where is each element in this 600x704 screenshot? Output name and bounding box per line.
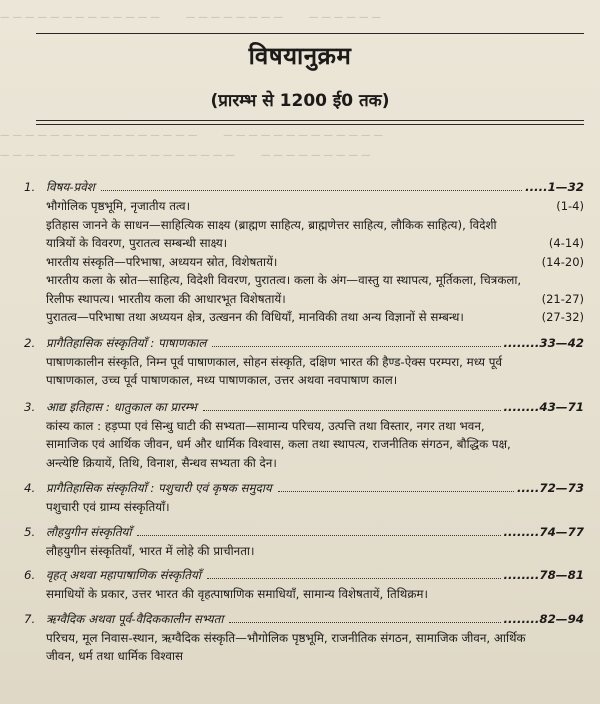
toc-subentry xyxy=(24,253,584,272)
entry-title: ऋग्वैदिक अथवा पूर्व-वैदिककालीन सभ्यता xyxy=(46,611,224,626)
toc-entry-heading xyxy=(24,398,584,417)
subentry-text: कांस्य काल : हड़प्पा एवं सिन्धु घाटी की सभ्यता—सामान्य परिचय, उत्पत्ति तथा विस्तार, नगर तथा भवन, सामाजिक एवं आर्थिक जीवन, धर्म और धार्मिक विश्वास, कला तथा स्थापत्य, राजनीतिक संगठन, बौद्धिक पक्ष, अन्त्येष्टि क्रियायें, तिथि, विनाश, सैन्धव सभ्यता की देन। xyxy=(46,418,511,470)
toc-entry-heading xyxy=(24,178,584,197)
subentry-text: भारतीय कला के स्रोत—साहित्य, विदेशी विवरण, पुरातत्व। कला के अंग—वास्तु या स्थापत्य, मूर्तिकला, चित्रकला, रिलीफ स्थापत्य। भारतीय कला की आधारभूत विशेषतायें। xyxy=(46,273,522,306)
subentry-page-range: (21-27) xyxy=(541,291,584,306)
toc-entry xyxy=(24,523,584,561)
entry-number: 7. xyxy=(24,611,36,626)
show-through: — — — — — — — — — — — — — — — — — — — — — — — — — — — — xyxy=(0,150,371,161)
toc-subentry xyxy=(24,353,584,390)
toc-subentry xyxy=(24,629,584,666)
subentry-text: भारतीय संस्कृति—परिभाषा, अध्ययन स्रोत, विशेषतायें। xyxy=(46,254,278,269)
entry-title: आद्य इतिहास : धातुकाल का प्रारम्भ xyxy=(46,399,197,414)
entry-page-range: ........43—71 xyxy=(503,399,584,414)
page-title: विषयानुक्रम xyxy=(248,42,352,70)
subentry-text: पाषाणकालीन संस्कृति, निम्न पूर्व पाषाणकाल, सोहन संस्कृति, दक्षिण भारत की हैण्ड-ऐक्स परम्परा, मध्य पूर्व पाषाणकाल, उच्च पूर्व पाषाणकाल, मध्य पाषाणकाल, उत्तर अथवा नवपाषाण काल। xyxy=(46,354,503,387)
page-subtitle: (प्रारम्भ से 1200 ई0 तक) xyxy=(210,91,390,111)
entry-title: वृहत् अथवा महापाषाणिक संस्कृतियाँ xyxy=(46,568,201,582)
subentry-page-range: (4-14) xyxy=(548,236,584,250)
subentry-page-range: (27-32) xyxy=(541,310,584,324)
toc-entry-heading xyxy=(24,334,584,353)
divider-rule xyxy=(36,124,584,125)
subentry-text: परिचय, मूल निवास-स्थान, ऋग्वैदिक संस्कृति—भौगोलिक पृष्ठभूमि, राजनीतिक संगठन, सामाजिक जीवन, आर्थिक जीवन, धर्म तथा धार्मिक विश्वास xyxy=(46,630,526,663)
dot-leader xyxy=(278,491,514,492)
entry-title: प्रागैतिहासिक संस्कृतियाँ : पाषाणकाल xyxy=(46,335,207,350)
entry-title: प्रागैतिहासिक संस्कृतियाँ : पशुचारी एवं कृषक समुदाय xyxy=(46,481,272,495)
subentry-text: समाधियों के प्रकार, उत्तर भारत की वृहत्पाषाणिक समाधियाँ, सामान्य विशेषतायें, तिथिक्रम। xyxy=(46,587,428,601)
toc-entry xyxy=(24,610,584,666)
toc-subentry xyxy=(24,498,584,517)
entry-page-range: ........33—42 xyxy=(503,335,584,350)
subentry-text: पुरातत्व—परिभाषा तथा अध्ययन क्षेत्र, उत्खनन की विधियाँ, मानविकी तथा अन्य विज्ञानों से सम्बन्ध। xyxy=(46,310,464,324)
entry-page-range: ........82—94 xyxy=(503,611,584,626)
toc-subentry xyxy=(24,271,584,308)
entry-title: लौहयुगीन संस्कृतियाँ xyxy=(46,524,132,539)
toc-subentry xyxy=(24,585,584,604)
entry-number: 3. xyxy=(24,399,36,414)
toc-subentry xyxy=(24,308,584,327)
toc-subentry xyxy=(24,542,584,561)
top-rule xyxy=(36,33,584,34)
subentry-page-range: (1-4) xyxy=(556,199,584,213)
toc-subentry xyxy=(24,197,584,216)
toc-entry-heading xyxy=(24,610,584,629)
toc-entry-heading xyxy=(24,479,584,498)
toc-entry xyxy=(24,334,584,390)
show-through: — — — — — — — — — — — — — — — — — — — — — — — — — — — xyxy=(0,12,381,23)
toc-entry xyxy=(24,178,584,327)
entry-number: 2. xyxy=(24,335,36,350)
entry-number: 1. xyxy=(24,180,36,194)
entry-page-range: .....72—73 xyxy=(516,481,584,495)
entry-page-range: ........78—81 xyxy=(503,568,584,582)
entry-page-range: ........74—77 xyxy=(503,524,584,539)
toc-entry xyxy=(24,479,584,517)
toc-entry xyxy=(24,398,584,473)
entry-number: 5. xyxy=(24,524,36,539)
subentry-page-range: (14-20) xyxy=(541,254,584,269)
dot-leader xyxy=(229,622,500,623)
subentry-text: पशुचारी एवं ग्राम्य संस्कृतियाँ। xyxy=(46,500,170,514)
toc-entry-heading xyxy=(24,566,584,585)
dot-leader xyxy=(207,578,501,579)
show-through: — — — — — — — — — — — — — — — — — — — — — — — — — — — — — xyxy=(0,130,384,141)
entry-number: 4. xyxy=(24,481,36,495)
entry-page-range: .....1—32 xyxy=(525,180,584,194)
toc-subentry xyxy=(24,417,584,473)
dot-leader xyxy=(212,346,500,347)
dot-leader xyxy=(203,410,501,411)
entry-number: 6. xyxy=(24,568,36,582)
table-of-contents xyxy=(24,178,584,666)
toc-entry xyxy=(24,566,584,604)
dot-leader xyxy=(137,535,500,536)
divider-rule xyxy=(36,120,584,121)
entry-title: विषय-प्रवेश xyxy=(46,180,95,194)
subentry-text: लौहयुगीन संस्कृतियाँ, भारत में लोहे की प्राचीनता। xyxy=(46,543,255,558)
subentry-text: इतिहास जानने के साधन—साहित्यिक साक्ष्य (ब्राह्मण साहित्य, ब्राह्मणेत्तर साहित्य, लौकिक साहित्य), विदेशी यात्रियों के विवरण, पुरातत्व सम्बन्धी साक्ष्य। xyxy=(46,217,497,250)
toc-entry-heading xyxy=(24,523,584,542)
subentry-text: भौगोलिक पृष्ठभूमि, नृजातीय तत्व। xyxy=(46,199,191,213)
dot-leader xyxy=(101,190,522,191)
toc-subentry xyxy=(24,216,584,253)
